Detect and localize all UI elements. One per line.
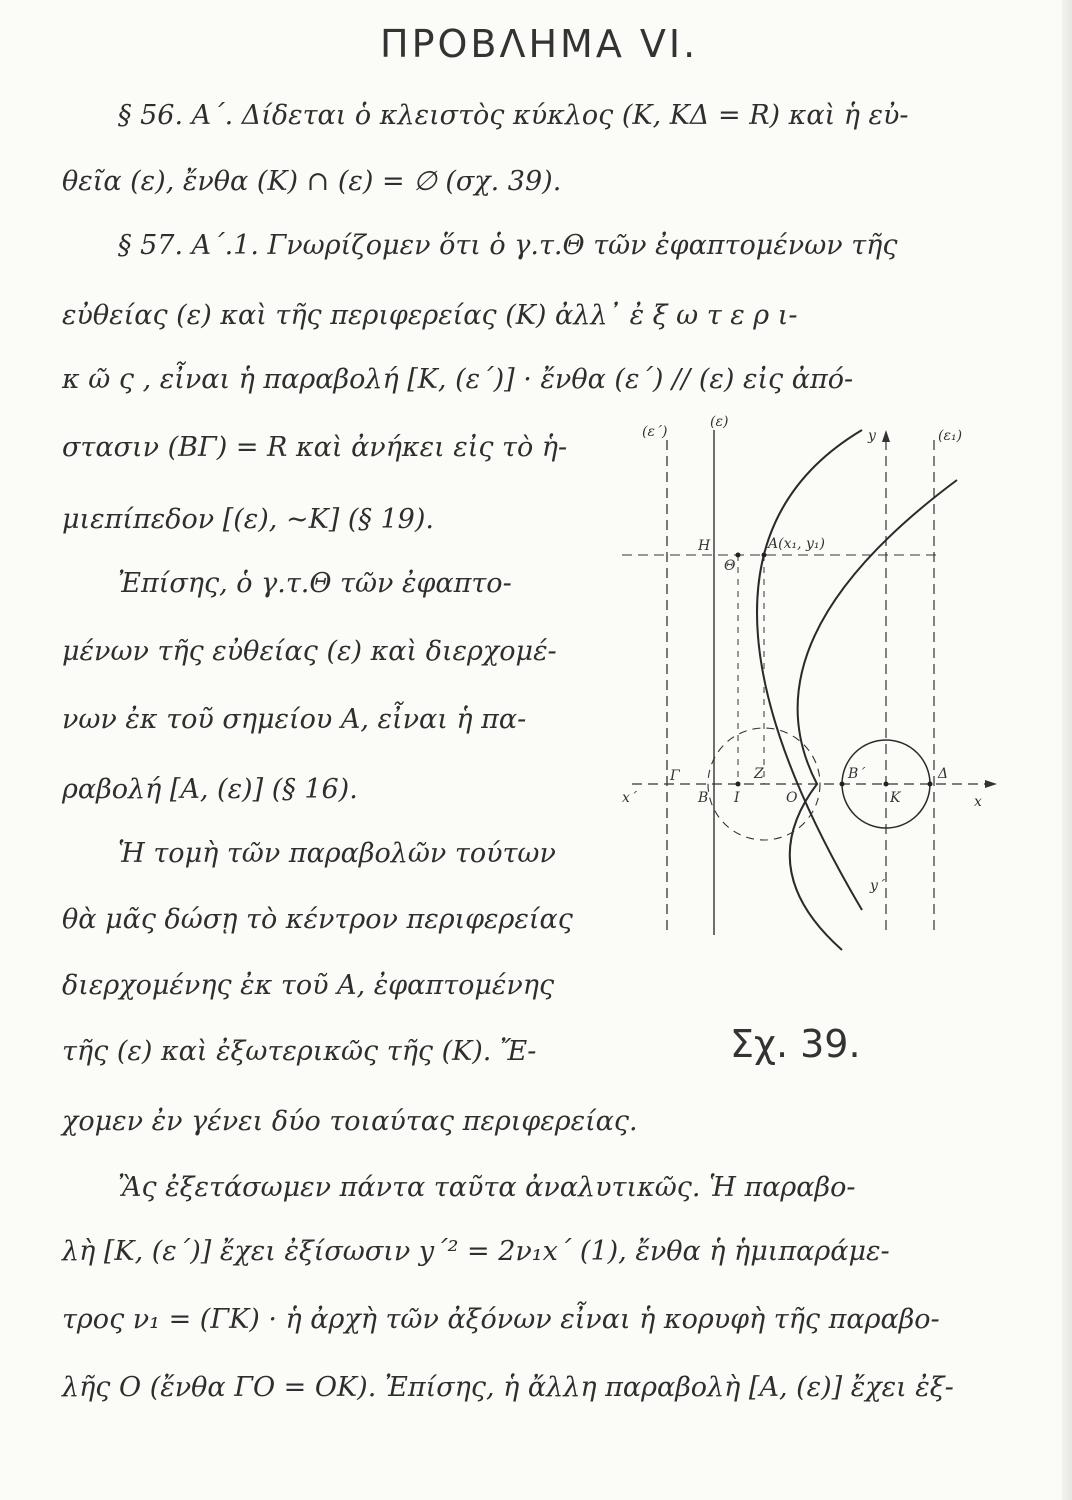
- text-line-3: § 57. Α΄.1. Γνωρίζομεν ὅτι ὁ γ.τ.Θ τῶν ἐφαπτομένων τῆς: [118, 230, 898, 261]
- text-line-14: διερχομένης ἐκ τοῦ Α, ἐφαπτομένης: [62, 970, 555, 1001]
- point-theta: [736, 553, 741, 558]
- label-y-prime: y΄: [870, 878, 885, 894]
- label-e1: (ε₁): [938, 428, 963, 444]
- text-line-1: § 56. Α΄. Δίδεται ὁ κλειστὸς κύκλος (Κ, ΚΔ = R) καὶ ἡ εὐ-: [118, 100, 909, 131]
- text-line-11: ραβολή [Α, (ε)] (§ 16).: [62, 774, 358, 805]
- label-e-prime: (ε΄): [642, 424, 668, 440]
- label-x: x: [974, 794, 982, 810]
- page-title: ΠΡΟΒΛΗΜΑ VI.: [380, 22, 699, 66]
- text-line-4: εὐθείας (ε) καὶ τῆς περιφερείας (Κ) ἀλλ᾿ ἐ ξ ω τ ε ρ ι-: [62, 300, 798, 331]
- label-Z: Ζ: [754, 766, 764, 782]
- figure-39-svg: [612, 410, 1012, 970]
- text-line-2: θεῖα (ε), ἔνθα (Κ) ∩ (ε) = ∅ (σχ. 39).: [62, 166, 562, 197]
- label-B: Β: [698, 790, 709, 806]
- label-e: (ε): [710, 414, 729, 430]
- text-line-18: λὴ [Κ, (ε΄)] ἔχει ἐξίσωσιν y΄² = 2ν₁x΄ (1), ἔνθα ἡ ἡμιπαράμε-: [62, 1236, 890, 1267]
- text-line-9: μένων τῆς εὐθείας (ε) καὶ διερχομέ-: [62, 636, 557, 667]
- text-line-16: χομεν ἐν γένει δύο τοιαύτας περιφερείας.: [62, 1106, 638, 1137]
- text-line-13: θὰ μᾶς δώσῃ τὸ κέντρον περιφερείας: [62, 904, 573, 935]
- label-G: Γ: [670, 768, 680, 784]
- label-I: Ι: [734, 790, 740, 806]
- point-D: [928, 782, 933, 787]
- y-axis-arrow: [882, 430, 890, 442]
- x-axis-arrow: [985, 780, 997, 788]
- page-edge: [1062, 0, 1072, 1500]
- text-line-12: Ἡ τομὴ τῶν παραβολῶν τούτων: [118, 838, 556, 869]
- label-x-prime: x΄: [622, 790, 637, 806]
- figure-caption: Σχ. 39.: [730, 1022, 861, 1066]
- text-line-8: Ἐπίσης, ὁ γ.τ.Θ τῶν ἐφαπτο-: [118, 568, 512, 599]
- label-A: Α(x₁, y₁): [768, 536, 825, 552]
- text-line-10: νων ἐκ τοῦ σημείου Α, εἶναι ἡ πα-: [62, 704, 527, 735]
- text-line-15: τῆς (ε) καὶ ἐξωτερικῶς τῆς (Κ). Ἔ-: [62, 1036, 537, 1067]
- label-K: Κ: [890, 790, 901, 806]
- label-H: Η: [698, 538, 711, 554]
- point-K: [884, 782, 889, 787]
- label-D: Δ: [938, 766, 949, 782]
- text-line-7: μιεπίπεδον [(ε), ~Κ] (§ 19).: [62, 504, 434, 535]
- point-B-prime: [840, 782, 845, 787]
- label-y: y: [868, 428, 876, 444]
- label-O: Ο: [786, 790, 798, 806]
- point-I: [736, 782, 741, 787]
- text-line-6: στασιν (ΒΓ) = R καὶ ἀνήκει εἰς τὸ ἡ-: [62, 432, 568, 463]
- text-line-5: κ ῶ ς , εἶναι ἡ παραβολή [Κ, (ε΄)] · ἔνθα (ε΄) // (ε) εἰς ἀπό-: [62, 364, 854, 395]
- point-A: [762, 553, 767, 558]
- text-line-19: τρος ν₁ = (ΓΚ) · ἡ ἀρχὴ τῶν ἀξόνων εἶναι ἡ κορυφὴ τῆς παραβο-: [62, 1304, 940, 1335]
- label-B-prime: Β΄: [848, 766, 866, 782]
- parabola-A-e: [757, 430, 862, 910]
- label-theta: Θ: [724, 558, 736, 574]
- figure-39: [612, 410, 1012, 970]
- text-line-20: λῆς Ο (ἔνθα ΓΟ = ΟΚ). Ἐπίσης, ἡ ἄλλη παραβολὴ [Α, (ε)] ἔχει ἐξ-: [62, 1372, 954, 1403]
- text-line-17: Ἂς ἐξετάσωμεν πάντα ταῦτα ἀναλυτικῶς. Ἡ παραβο-: [118, 1172, 856, 1203]
